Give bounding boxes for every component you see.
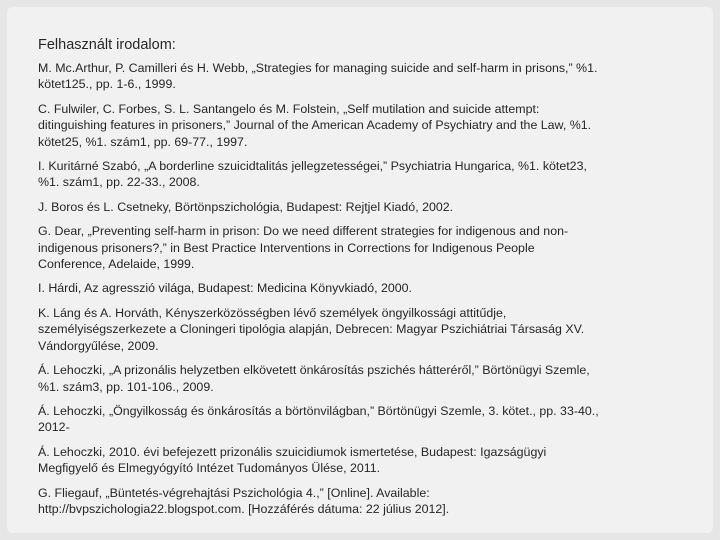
reference-item: Á. Lehoczki, „A prizonális helyzetben elkövetett önkárosítás pszichés hátteréről,” Börtönügyi Szemle, %1. szám3, pp. 101-106., 2009.	[38, 363, 590, 394]
reference-item: I. Kuritárné Szabó, „A borderline szuicidtalitás jellegzetességei,” Psychiatria Hungarica, %1. kötet23, %1. szám1, pp. 22-33., 2008.	[38, 159, 587, 190]
reference-item: Á. Lehoczki, 2010. évi befejezett prizonális szuicidiumok ismertetése, Budapest: Igazságügyi Megfigyelő és Elmegyógyító Intézet Tudományos Ülése, 2011.	[38, 444, 547, 476]
reference-item: J. Boros és L. Csetneky, Börtönpszichológia, Budapest: Rejtjel Kiadó, 2002.	[38, 199, 454, 214]
references-title: Felhasznált irodalom:	[38, 37, 176, 53]
reference-item: G. Fliegauf, „Büntetés-végrehajtási Pszichológia 4.,” [Online]. Available: http://bvpszichologia22.blogspot.com. [Hozzáférés dátuma: 22 július 2012].	[38, 485, 450, 516]
reference-item: Á. Lehoczki, „Öngyilkosság és önkárosítás a börtönvilágban,” Börtönügyi Szemle, 3. kötet., pp. 33-40., 2012-	[38, 403, 599, 435]
reference-item: I. Hárdi, Az agresszió világa, Budapest: Medicina Könyvkiadó, 2000.	[38, 281, 412, 296]
reference-item: K. Láng és A. Horváth, Kényszerközösségben lévő személyek öngyilkossági attitűdje, személyiségszerkezete a Cloningeri tipológia alapján, Debrecen: Magyar Pszichiátriai Társaság XV. Vándorgyűlése, 2009.	[38, 305, 585, 353]
slide	[7, 7, 713, 533]
reference-item: M. Mc.Arthur, P. Camilleri és H. Webb, „Strategies for managing suicide and self-harm in prisons,” %1. kötet125., pp. 1-6., 1999.	[38, 61, 598, 92]
reference-item: G. Dear, „Preventing self-harm in prison: Do we need different strategies for indigenous and non- indigenous prisoners?,” in Best Practice Interventions in Corrections for Indigenous People Conference, Adelaide, 1999.	[38, 224, 569, 272]
reference-item: C. Fulwiler, C. Forbes, S. L. Santangelo és M. Folstein, „Self mutilation and suicide attempt: ditinguishing features in prisoners,” Journal of the American Academy of Psychiatry and the Law, %1. kötet25, %1. szám1, pp. 69-77., 1997.	[38, 101, 592, 149]
